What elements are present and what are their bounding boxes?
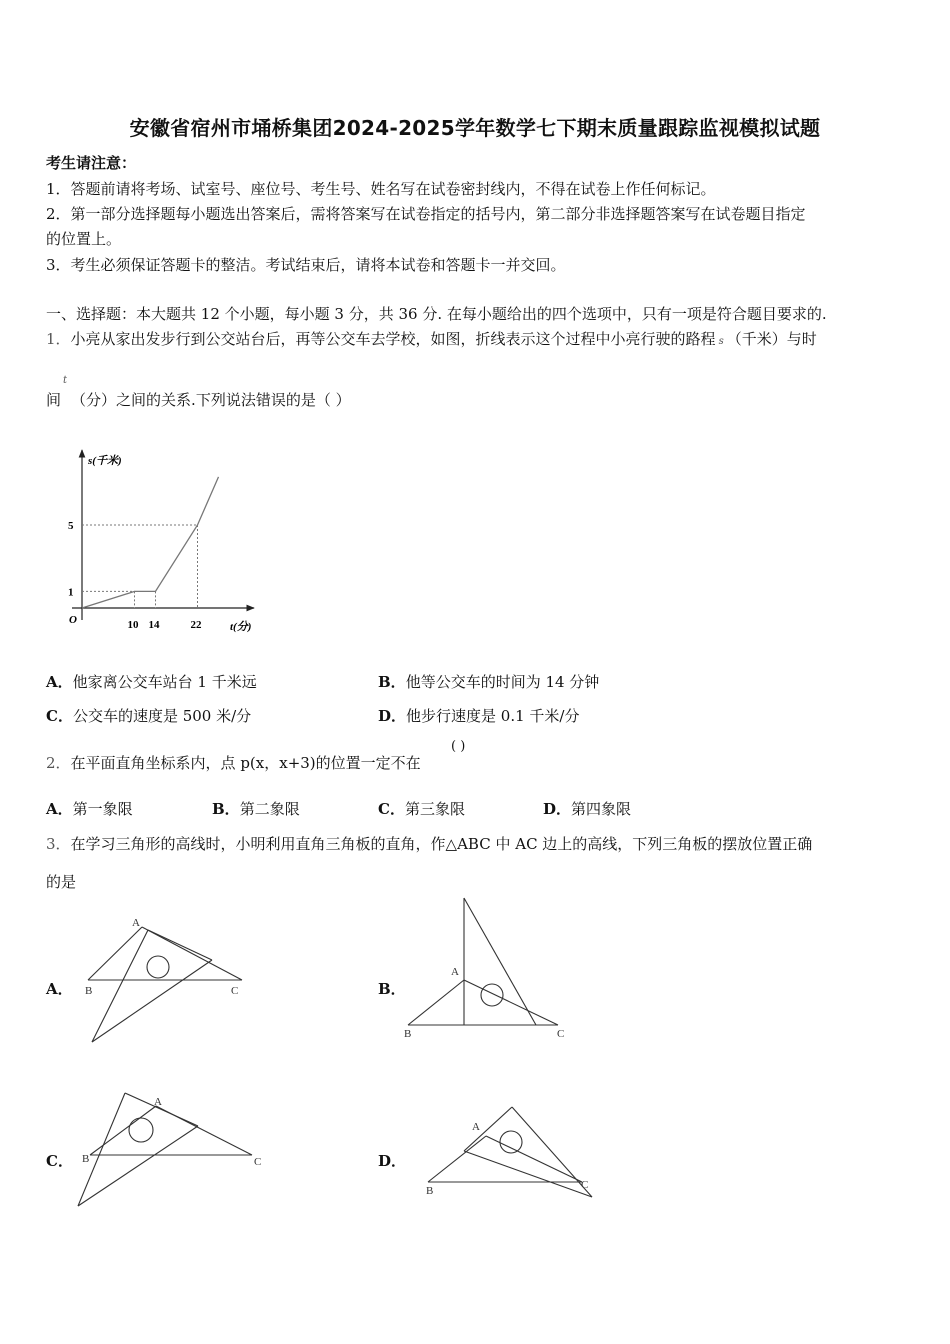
q2-option-c-letter: C． [378,800,405,818]
q1-text-c: 间 [46,391,62,409]
q2-option-a[interactable] [46,798,133,819]
q1-option-a-text: 他家离公交车站台 1 千米远 [72,673,257,691]
notice-item-2-cont: 的位置上。 [46,230,122,248]
q1-distance-time-chart [50,440,280,640]
q1-text-a: 小亮从家出发步行到公交站台后，再等公交车去学校，如图，折线表示这个过程中小亮行驶的路程 [70,330,716,348]
q1-option-c-text: 公交车的速度是 500 米/分 [72,707,252,725]
q1-text-b: （千米）与时 [726,330,817,348]
origin-label: O [69,614,77,626]
q3-line1 [46,833,812,854]
q2-option-a-text: 第一象限 [72,800,133,818]
vertex-b-label: B [404,1028,412,1040]
notice-item-3: 3．考生必须保证答题卡的整洁。考试结束后，请将本试卷和答题卡一并交回。 [46,256,566,274]
q2-option-a-letter: A． [46,800,73,818]
q3-option-b-label[interactable]: B． [378,980,406,998]
triangle-abc-side-ac [142,927,242,980]
vertex-c-label: C [557,1028,565,1040]
vertex-c-label: C [254,1156,262,1168]
q2-number: 2． [46,754,71,772]
vertex-a-label: A [451,966,459,978]
q3-figure-b[interactable] [400,895,575,1045]
q2-option-b-letter: B． [212,800,240,818]
x-tick-label-22: 22 [190,619,202,631]
set-square-side-2 [78,1126,198,1206]
set-square-side-2 [92,960,212,1042]
q1-number: 1． [46,330,71,348]
vertex-b-label: B [85,985,93,997]
notice-heading: 考生请注意： [46,154,137,172]
notice-item-1: 1．答题前请将考场、试室号、座位号、考生号、姓名写在试卷密封线内，不得在试卷上作任何标记。 [46,180,716,198]
set-square-hole [129,1118,153,1142]
q1-option-a[interactable] [46,671,257,692]
vertex-a-label: A [132,917,140,929]
q1-option-d-text: 他步行速度是 0.1 千米/分 [406,707,580,725]
q2-option-d-letter: D． [543,800,572,818]
q1-option-b-text: 他等公交车的时间为 14 分钟 [405,673,600,691]
y-tick-label-5: 5 [68,520,74,532]
page-title: 安徽省宿州市埇桥集团2024-2025学年数学七下期末质量跟踪监视模拟试题 [129,116,821,140]
q2-option-b-text: 第二象限 [239,800,300,818]
q1-option-a-letter: A． [46,673,73,691]
q1-text-d: （分）之间的关系.下列说法错误的是（ ） [71,391,351,409]
y-tick-label-1: 1 [68,586,74,599]
y-axis-label: s(千米) [88,455,122,467]
section-heading: 一、选择题：本大题共 12 个小题，每小题 3 分，共 36 分. 在每小题给出的四个选项中，只有一项是符合题目要求的. [46,305,827,323]
q2-option-d-text: 第四象限 [571,800,632,818]
set-square-hole [481,984,503,1006]
q1-option-d-letter: D． [378,707,407,725]
vertex-a-label: A [154,1096,162,1108]
q2-option-b[interactable] [212,798,300,819]
vertex-b-label: B [426,1185,434,1197]
q3-option-a-label[interactable]: A． [46,980,73,998]
set-square-side-2 [464,898,536,1025]
q3-option-c-label[interactable]: C． [46,1152,73,1170]
set-square-side-2 [512,1107,592,1197]
notice-item-2: 2．第一部分选择题每小题选出答案后，需将答案写在试卷指定的括号内，第二部分非选择题答案写在试卷题目指定 [46,205,806,223]
q2-option-d[interactable] [543,798,631,819]
q1-var-t: t [63,375,68,386]
q2-line [46,752,421,773]
q1-line1 [46,328,817,349]
q1-option-c[interactable] [46,705,251,726]
q3-figure-a[interactable] [80,912,250,1047]
q3-line2: 的是 [46,873,77,891]
x-axis-label: t(分) [230,621,252,633]
vertex-c-label: C [231,985,239,997]
set-square-side-3 [464,1151,592,1197]
triangle-abc-side-ab [90,1106,156,1155]
q3-text: 在学习三角形的高线时，小明利用直角三角板的直角，作△ABC 中 AC 边上的高线，下列三角板的摆放位置正确 [70,835,813,853]
triangle-abc-side-ab [428,1136,486,1182]
q1-option-d[interactable] [378,705,579,726]
q3-figure-d[interactable] [420,1100,605,1200]
q2-text: 在平面直角坐标系内，点 p(x，x+3)的位置一定不在 [70,754,421,772]
triangle-abc-side-ab [408,980,464,1025]
triangle-abc-side-ac [464,980,558,1025]
q3-number: 3． [46,835,71,853]
vertex-b-label: B [82,1153,90,1165]
q1-line2 [46,375,351,410]
q3-option-d-label[interactable]: D． [378,1152,407,1170]
q2-option-c[interactable] [378,798,465,819]
vertex-c-label: C [581,1179,589,1191]
triangle-abc-side-ab [88,927,142,980]
q1-var-s: s [718,336,724,347]
x-tick-label-14: 14 [148,619,160,631]
vertex-a-label: A [472,1121,480,1133]
q2-answer-paren: ( ) [451,739,466,754]
q1-option-b-letter: B． [378,673,406,691]
set-square-hole [500,1131,522,1153]
q1-option-c-letter: C． [46,707,73,725]
set-square-hole [147,956,169,978]
distance-polyline [82,477,219,608]
set-square-side-1 [78,1093,125,1206]
set-square-side-1 [92,930,148,1042]
x-tick-label-10: 10 [127,619,139,631]
q3-figure-c[interactable] [72,1088,267,1213]
q1-option-b[interactable] [378,671,599,692]
q2-option-c-text: 第三象限 [404,800,465,818]
